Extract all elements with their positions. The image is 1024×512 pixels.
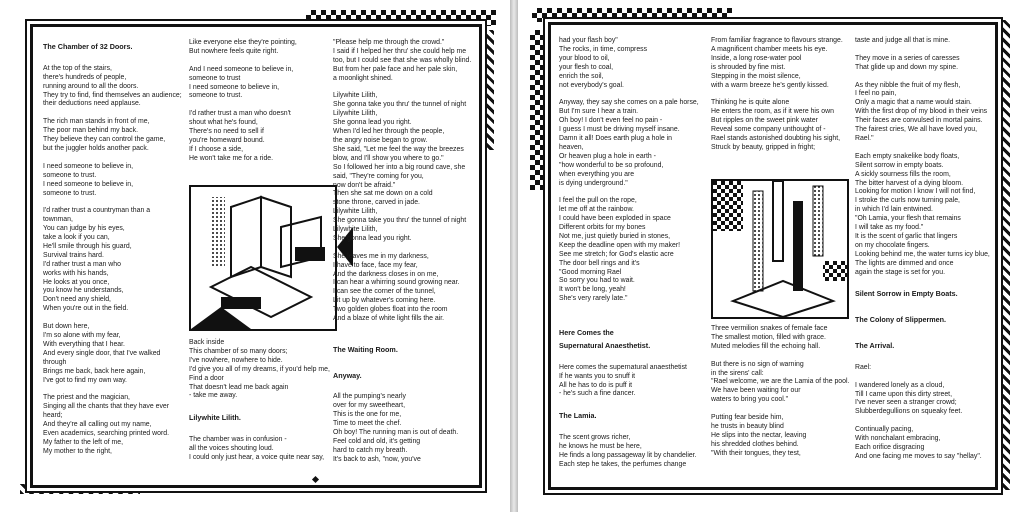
- text-line: [189, 427, 335, 436]
- text-line: And they're all calling out my name,: [43, 421, 152, 429]
- text-line: They try to find, find themselves an audience;: [43, 91, 182, 99]
- text-line: I need someone to believe in,: [189, 83, 280, 91]
- section-heading: The Waiting Room.: [333, 344, 398, 354]
- text-line: there's hundreds of people,: [43, 73, 127, 81]
- text-line: I'd give you all of my dreams, if you'd help me,: [189, 365, 330, 373]
- left-text-frame: [30, 24, 482, 488]
- left-column-2-top: [189, 39, 335, 164]
- text-line: through: [43, 358, 67, 366]
- text-line: [711, 405, 851, 414]
- text-line: blow, and I'll show you where to go.": [333, 154, 444, 162]
- text-line: [333, 385, 477, 394]
- text-line: I could only just hear, a voice quite near say,: [189, 453, 325, 461]
- text-line: their deductions need applause.: [43, 100, 141, 108]
- text-line: And I need someone to believe in,: [189, 65, 294, 73]
- section-heading: Anyway.: [333, 370, 362, 380]
- text-line: is shrouded by fine mist.: [711, 63, 786, 71]
- text-line: And a blaze of white light fills the air.: [333, 315, 445, 323]
- text-line: Struck by beauty, gripped in fright;: [711, 143, 816, 151]
- text-line: your flesh to coal,: [559, 63, 614, 71]
- text-line: Survival trains hard.: [43, 251, 104, 259]
- text-line: The poor man behind my back.: [43, 127, 138, 135]
- text-line: But I'm sure I hear a train.: [559, 108, 639, 116]
- text-line: She said, "Let me feel the way the breezes: [333, 145, 464, 153]
- text-line: Reveal some company unthought of -: [711, 126, 826, 134]
- text-line: The bitter harvest of a dying bloom.: [855, 179, 964, 187]
- text-line: [43, 198, 185, 207]
- text-line: Feel cold and old, it's getting: [333, 437, 421, 445]
- text-line: He looks at you once,: [43, 278, 110, 286]
- text-line: [43, 385, 185, 394]
- text-line: With nonchalant embracing,: [855, 435, 941, 443]
- text-line: a moonlight shined.: [333, 74, 393, 82]
- text-line: but the juggler holds another pack.: [43, 144, 149, 152]
- text-line: Damn it all! Does earth plug a hole in: [559, 134, 672, 142]
- text-line: Then she sat me down on a cold: [333, 190, 433, 198]
- text-line: Lilywhite Lilith,: [333, 226, 378, 234]
- text-line: Find a door: [189, 374, 224, 382]
- text-line: The rich man stands in front of me,: [43, 118, 150, 126]
- text-line: now don't be afraid.": [333, 181, 396, 189]
- text-line: with a warm breeze he's gently kissed.: [711, 81, 829, 89]
- text-line: enrich the soil,: [559, 72, 604, 80]
- text-line: This chamber of so many doors;: [189, 347, 288, 355]
- text-line: [559, 188, 705, 197]
- text-line: And every single door, that I've walked: [43, 349, 161, 357]
- text-line: It's back to ash, "now, you've: [333, 455, 421, 463]
- text-line: It won't be long, yeah!: [559, 286, 626, 294]
- text-line: He slips into the nectar, leaving: [711, 431, 807, 439]
- text-line: I guess I must be driving myself insane.: [559, 126, 680, 134]
- text-line: Thinking he is quite alone: [711, 99, 790, 107]
- text-line: As they nibble the fruit of my flesh,: [855, 81, 961, 89]
- text-line: take a look if you can,: [43, 234, 110, 242]
- text-line: shout what he's found,: [189, 119, 258, 127]
- text-line: I've nowhere, nowhere to hide.: [189, 356, 283, 364]
- text-line: Their faces are convulsed in mortal pains.: [855, 117, 983, 125]
- text-line: Different orbits for my bones: [559, 224, 646, 232]
- text-line: When you're out in the field.: [43, 305, 129, 313]
- text-line: [43, 154, 185, 163]
- text-line: But there is no sign of warning: [711, 360, 804, 368]
- text-line: My father to the left of me,: [43, 438, 124, 446]
- text-line: I'd rather trust a countryman than a: [43, 207, 151, 215]
- text-line: Oh boy! The running man is out of death.: [333, 429, 459, 437]
- text-line: The fairest cries, We all have loved you, Rael.": [855, 126, 979, 142]
- text-line: works with his hands,: [43, 269, 109, 277]
- text-line: [855, 46, 993, 55]
- text-line: She gonna lead you right.: [333, 234, 412, 242]
- text-line: "Oh Lamia, your flesh that remains: [855, 215, 961, 223]
- text-line: Oh boy! I don't even feel no pain -: [559, 117, 663, 125]
- text-line: [855, 373, 993, 382]
- section-heading: Supernatural Anaesthetist.: [559, 340, 651, 350]
- text-line: Continually pacing,: [855, 426, 914, 434]
- section-heading: The Chamber of 32 Doors.: [43, 42, 133, 51]
- text-line: over for my sweetheart,: [333, 402, 405, 410]
- text-line: I could have been exploded in space: [559, 215, 671, 223]
- text-line: I stroke the curls now turning pale,: [855, 197, 960, 205]
- text-line: he knows he must be here,: [559, 442, 642, 450]
- text-line: [189, 101, 335, 110]
- text-line: All the pumping's nearly: [333, 393, 406, 401]
- text-line: Lilywhite Lilith,: [333, 92, 378, 100]
- text-line: Looking behind me, the water turns icy blue,: [855, 250, 990, 258]
- left-checker-pattern: [530, 30, 544, 190]
- text-line: Two golden globes float into the room: [333, 306, 448, 314]
- text-line: He enters the room, as if it were his own: [711, 108, 834, 116]
- text-line: Only a magic that a name would stain.: [855, 99, 972, 107]
- text-line: She's very rarely late.": [559, 295, 628, 303]
- text-line: [855, 303, 993, 312]
- text-line: She gonna take you thru' the tunnel of night: [333, 101, 467, 109]
- text-line: Silent sorrow in empty boats.: [855, 161, 944, 169]
- text-line: taste and judge all that is mine.: [855, 37, 950, 44]
- text-line: [711, 90, 851, 99]
- text-line: Rael:: [855, 363, 872, 371]
- text-line: "Please help me through the crowd.": [333, 39, 445, 46]
- text-line: his shredded clothes behind.: [711, 440, 799, 448]
- text-line: So sorry you had to wait.: [559, 277, 635, 285]
- text-line: Lilywhite Lilith,: [333, 110, 378, 118]
- section-heading: Here Comes the: [559, 328, 614, 337]
- text-line: someone to trust: [189, 74, 241, 82]
- text-line: Back inside: [189, 339, 225, 346]
- text-line: in which I'd lain entwined.: [855, 206, 933, 214]
- text-line: But nowhere feels quite right.: [189, 47, 279, 55]
- section-heading: The Colony of Slippermen.: [855, 315, 947, 325]
- text-line: But from her pale face and her pale skin,: [333, 65, 458, 73]
- text-line: said, "They're coming for you,: [333, 172, 424, 180]
- text-line: "Good morning Rael: [559, 268, 622, 276]
- text-line: He won't take me for a ride.: [189, 154, 274, 162]
- right-column-2-top: [711, 37, 851, 153]
- text-line: [711, 352, 851, 361]
- text-line: Putting fear beside him,: [711, 414, 784, 422]
- text-line: Each orifice disgracing: [855, 443, 925, 451]
- text-line: He finds a long passageway lit by chandelier.: [559, 451, 697, 459]
- text-line: Keep the deadline open with my maker!: [559, 241, 681, 249]
- text-line: [855, 355, 993, 364]
- text-line: [559, 90, 705, 99]
- text-line: [855, 277, 993, 286]
- text-line: he trusts in beauty blind: [711, 422, 784, 430]
- text-line: I'd rather trust a man who doesn't: [189, 110, 291, 118]
- text-line: With everything that I hear.: [43, 340, 125, 348]
- text-line: [189, 401, 335, 410]
- text-line: [559, 355, 709, 364]
- text-line: Time to meet the chef.: [333, 420, 402, 428]
- left-column-1: [43, 39, 185, 457]
- text-line: [855, 417, 993, 426]
- text-line: Inside, a long rose-water pool: [711, 54, 802, 62]
- text-line: Even academics, searching printed word.: [43, 429, 170, 437]
- section-heading: Silent Sorrow in Empty Boats.: [855, 289, 958, 299]
- text-line: [333, 359, 477, 368]
- text-line: [43, 109, 185, 118]
- text-line: I will take as my food.": [855, 224, 924, 232]
- text-line: That glide up and down my spine.: [855, 63, 959, 71]
- text-line: I need someone to believe in,: [43, 180, 134, 188]
- diamond-ornament: [312, 476, 319, 483]
- text-line: the angry noise began to grow.: [333, 136, 428, 144]
- text-line: Don't need any shield,: [43, 296, 111, 304]
- text-line: She gonna lead you right.: [333, 119, 412, 127]
- text-line: [333, 333, 477, 342]
- text-line: [189, 57, 335, 66]
- text-line: Looking for motion I know I will not find,: [855, 188, 976, 196]
- text-line: Lit up by whatever's coming here.: [333, 297, 436, 305]
- text-line: Lilywhite Lilith,: [333, 208, 378, 216]
- text-line: - he's such a fine dancer.: [559, 390, 636, 398]
- text-line: I've got to find my own way.: [43, 376, 127, 384]
- text-line: We have been waiting for our: [711, 387, 801, 395]
- text-line: is dying underground.": [559, 179, 628, 187]
- text-line: My mother to the right,: [43, 447, 112, 455]
- text-line: [855, 329, 993, 338]
- left-column-2-bottom: [189, 339, 335, 463]
- text-line: She gonna take you thru' the tunnel of night: [333, 217, 467, 225]
- text-line: let me off at the rainbow.: [559, 206, 634, 214]
- text-line: I'd rather trust a man who: [43, 260, 121, 268]
- left-page: [0, 0, 510, 512]
- right-text-frame: [548, 22, 998, 490]
- right-column-1-top: [559, 37, 705, 304]
- text-line: The lights are dimmed and once: [855, 259, 954, 267]
- right-column-1-bottom: [559, 325, 709, 470]
- text-line: They move in a series of caresses: [855, 54, 960, 62]
- text-line: And one facing me moves to say "hellay".: [855, 452, 982, 460]
- text-line: The chamber was in confusion -: [189, 436, 287, 444]
- text-line: heard;: [43, 412, 63, 420]
- text-line: A magnificent chamber meets his eye.: [711, 45, 828, 53]
- text-line: If he wants you to snuff it: [559, 372, 636, 380]
- text-line: townman,: [43, 216, 73, 224]
- section-heading: The Arrival.: [855, 341, 895, 350]
- text-line: [333, 324, 477, 333]
- top-checker-pattern: [532, 8, 732, 22]
- text-line: This is the one for me,: [333, 411, 402, 419]
- text-line: running around to all the doors.: [43, 82, 139, 90]
- text-line: Each empty snakelike body floats,: [855, 152, 960, 160]
- text-line: I'm so alone with my fear,: [43, 332, 121, 339]
- text-line: I feel the pull on the rope,: [559, 197, 637, 205]
- left-column-3: [333, 39, 477, 465]
- text-line: See me stretch; for God's elastic acre: [559, 250, 674, 258]
- section-heading: The Lamia.: [559, 411, 597, 421]
- text-line: Stepping in the moist silence,: [711, 72, 801, 80]
- text-line: But ripples on the sweet pink water: [711, 117, 818, 125]
- text-line: I can hear a whirring sound growing near.: [333, 279, 460, 287]
- text-line: Three vermilion snakes of female face: [711, 325, 828, 332]
- text-line: [559, 425, 709, 434]
- text-line: too, but I could see that she was wholly blind.: [333, 56, 472, 64]
- text-line: Or heaven plug a hole in earth -: [559, 152, 656, 160]
- text-line: From familiar fragrance to flavours strange.: [711, 37, 843, 44]
- text-line: She leaves me in my darkness,: [333, 252, 429, 260]
- text-line: not everybody's goal.: [559, 81, 624, 89]
- text-line: [559, 399, 709, 408]
- text-line: There's no need to sell if: [189, 128, 264, 136]
- text-line: It is the scent of garlic that lingers: [855, 232, 958, 240]
- text-line: someone to trust.: [43, 189, 97, 197]
- text-line: [43, 314, 185, 323]
- text-line: I said if I helped her thru' she could help me: [333, 47, 467, 55]
- book-gutter: [510, 0, 518, 512]
- text-line: I can see the corner of the tunnel,: [333, 288, 436, 296]
- text-line: Not me, just quietly buried in stones,: [559, 232, 671, 240]
- text-line: Brings me back, back here again,: [43, 367, 146, 375]
- text-line: had your flash boy": [559, 37, 618, 44]
- text-line: someone to trust.: [189, 92, 243, 100]
- text-line: [333, 244, 477, 253]
- text-line: Anyway, they say she comes on a pale horse,: [559, 99, 699, 107]
- text-line: That doesn't lead me back again: [189, 383, 289, 391]
- text-line: The scent grows richer,: [559, 434, 631, 442]
- text-line: again the stage is set for you.: [855, 268, 946, 276]
- text-line: in the sirens' call:: [711, 369, 764, 377]
- right-column-3: [855, 37, 993, 462]
- text-line: I have to face, face my fear,: [333, 261, 418, 269]
- pillar-illustration: [711, 179, 849, 319]
- text-line: Each step he takes, the perfumes change: [559, 460, 687, 468]
- maze-illustration: [189, 185, 337, 331]
- text-line: when everything you are: [559, 170, 635, 178]
- text-line: I've never seen a stranger crowd;: [855, 399, 957, 407]
- text-line: [855, 144, 993, 153]
- text-line: [333, 84, 477, 93]
- text-line: Singing all the chants that they have ever: [43, 403, 170, 411]
- text-line: So I followed her into a big round cave, she: [333, 163, 466, 171]
- text-line: They believe they can control the game,: [43, 136, 166, 144]
- text-line: The door bell rings and it's: [559, 259, 640, 267]
- text-line: He'll smile through his guard,: [43, 242, 132, 250]
- text-line: I need someone to believe in,: [43, 162, 134, 170]
- text-line: With the first drop of my blood in their veins: [855, 108, 988, 116]
- text-line: on my chocolate fingers.: [855, 241, 930, 249]
- text-line: heaven,: [559, 143, 584, 151]
- right-column-2-bottom: [711, 325, 851, 459]
- text-line: A sickly sourness fills the room,: [855, 170, 951, 178]
- right-page: [518, 0, 1024, 512]
- right-stripe-pattern: [996, 20, 1010, 490]
- text-line: waters to bring you cool.": [711, 396, 789, 404]
- text-line: - take me away.: [189, 392, 238, 400]
- text-line: [855, 73, 993, 82]
- text-line: Like everyone else they're pointing,: [189, 39, 297, 46]
- text-line: I feel no pain,: [855, 90, 897, 98]
- side-stripe-pattern: [480, 30, 494, 150]
- text-line: The rocks, in time, compress: [559, 45, 648, 53]
- text-line: The priest and the magician,: [43, 394, 130, 402]
- text-line: [43, 56, 185, 65]
- text-line: stone throne, carved in jade.: [333, 199, 420, 207]
- text-line: I wandered lonely as a cloud,: [855, 381, 945, 389]
- text-line: all the voices shouting loud.: [189, 444, 274, 452]
- text-line: "how wonderful to be so profound,: [559, 161, 664, 169]
- text-line: At the top of the stairs,: [43, 64, 112, 72]
- text-line: Rael stands astonished doubting his sight,: [711, 134, 841, 142]
- text-line: you know he understands,: [43, 287, 124, 295]
- text-line: If I choose a side,: [189, 145, 244, 153]
- text-line: your blood to oil,: [559, 54, 610, 62]
- text-line: The smallest motion, filled with grace.: [711, 333, 826, 341]
- text-line: Muted melodies fill the echoing hall.: [711, 342, 821, 350]
- text-line: When I'd led her through the people,: [333, 128, 445, 136]
- section-heading: Lilywhite Lilith.: [189, 413, 241, 423]
- text-line: "Rael welcome, we are the Lamia of the pool.: [711, 378, 850, 386]
- text-line: Till I came upon this dirty street,: [855, 390, 953, 398]
- text-line: Slubberdegullions on squeaky feet.: [855, 408, 963, 416]
- text-line: But down here,: [43, 323, 90, 331]
- text-line: And the darkness closes in on me,: [333, 270, 439, 278]
- text-line: you're homeward bound.: [189, 136, 265, 144]
- text-line: All he has to do is puff it: [559, 381, 633, 389]
- text-line: You can judge by his eyes,: [43, 225, 125, 233]
- text-line: someone to trust.: [43, 171, 97, 179]
- text-line: Here comes the supernatural anaesthetist: [559, 363, 687, 371]
- text-line: hard to catch my breath.: [333, 446, 408, 454]
- text-line: "With their tongues, they test,: [711, 449, 801, 457]
